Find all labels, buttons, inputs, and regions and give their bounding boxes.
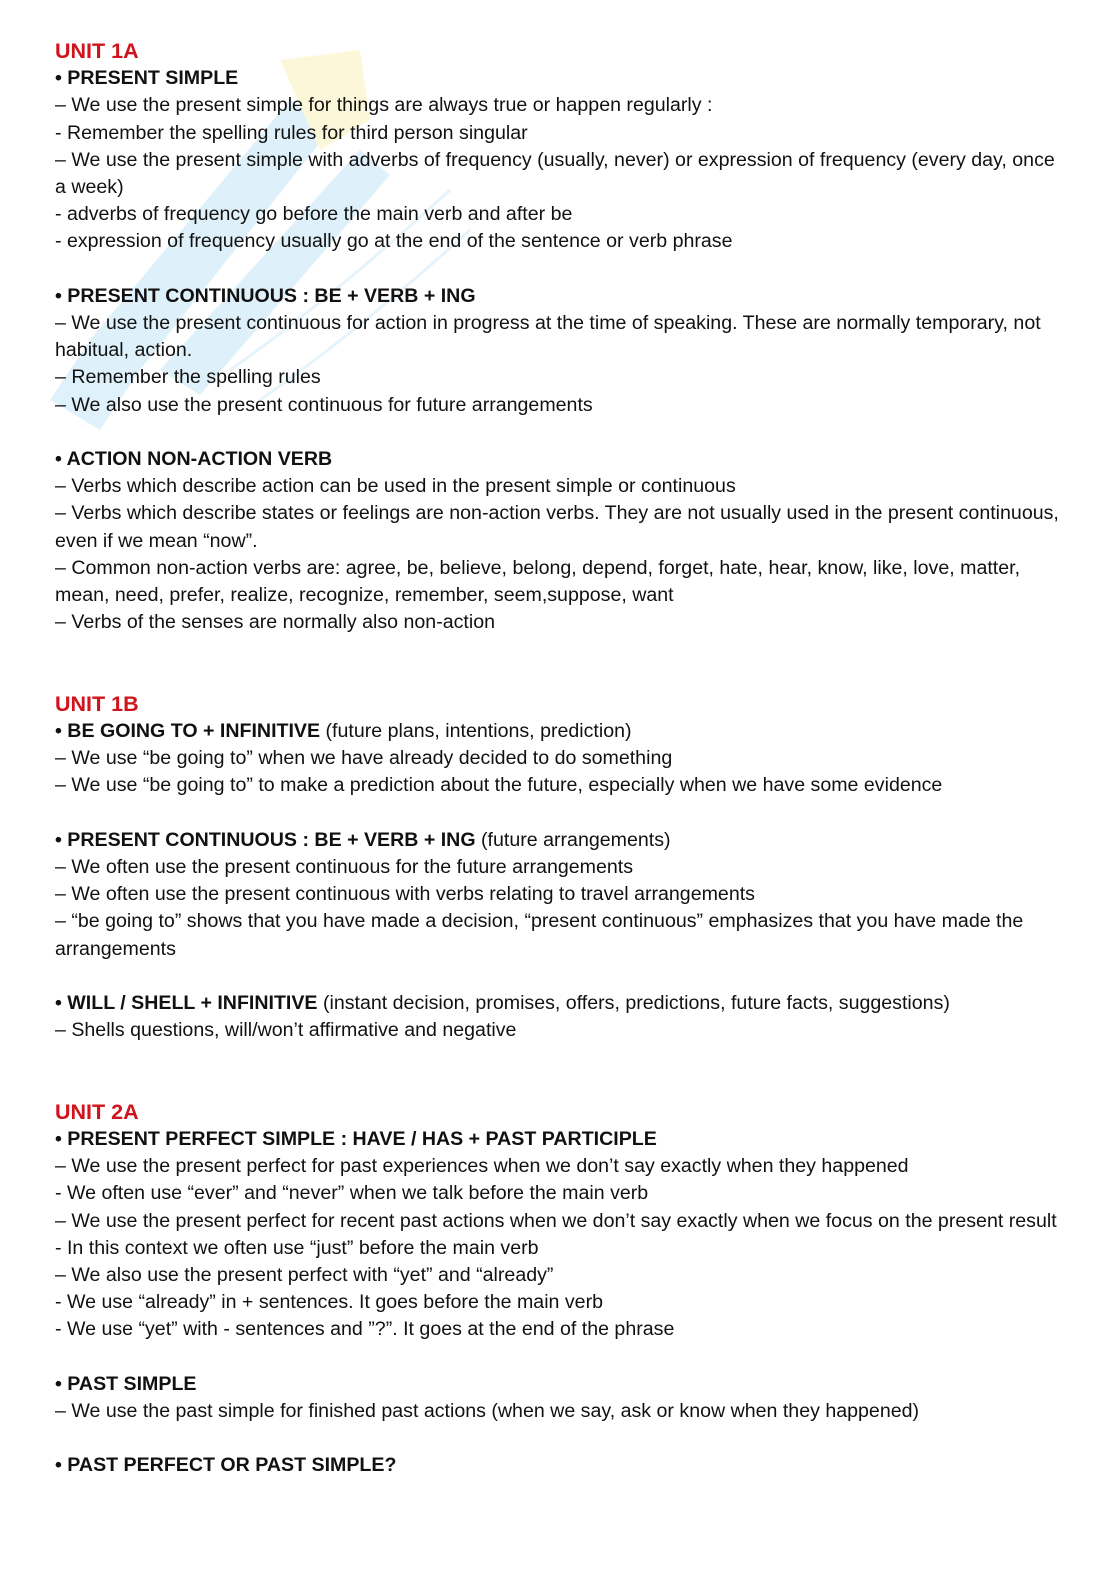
section-line: – Verbs which describe action can be used in the present simple or continuous [55, 475, 736, 498]
section-heading-text: • PRESENT SIMPLE [55, 67, 239, 90]
section-heading [55, 283, 1065, 310]
section-line: – We use the present simple for things are always true or happen regularly : [55, 94, 713, 117]
section-line: - We use “already” in + sentences. It goes before the main verb [55, 1291, 604, 1314]
section-heading [55, 718, 1065, 745]
unit-title: UNIT 1A [55, 39, 139, 63]
section-line: - Remember the spelling rules for third person singular [55, 121, 528, 144]
section-spacer [55, 1425, 1065, 1452]
section-spacer [55, 256, 1065, 283]
section-spacer [55, 419, 1065, 446]
section-line: – We often use the present continuous with verbs relating to travel arrangements [55, 883, 755, 906]
section-line: - expression of frequency usually go at the end of the sentence or verb phrase [55, 230, 733, 253]
section-heading [55, 446, 1065, 473]
section-heading [55, 65, 1065, 92]
section-line: – We use the past simple for finished past actions (when we say, ask or know when they happened) [55, 1400, 920, 1423]
section-line: – We also use the present perfect with “yet” and “already” [55, 1264, 554, 1287]
section-heading-text: • PRESENT CONTINUOUS : BE + VERB + ING [55, 828, 476, 851]
section-heading-text: • BE GOING TO + INFINITIVE [55, 720, 321, 743]
section-heading-text: • PAST PERFECT OR PAST SIMPLE? [55, 1454, 397, 1477]
section-line: - We often use “ever” and “never” when we talk before the main verb [55, 1182, 649, 1205]
section-heading-note: (instant decision, promises, offers, predictions, future facts, suggestions) [317, 992, 950, 1015]
section-line: – We use the present perfect for recent past actions when we don’t say exactly when we focus on the present result [55, 1209, 1057, 1232]
section-heading-text: • ACTION NON-ACTION VERB [55, 448, 333, 471]
unit-title: UNIT 2A [55, 1099, 139, 1124]
section-spacer [55, 1344, 1065, 1371]
section-heading-text: • WILL / SHELL + INFINITIVE [55, 992, 318, 1015]
section-line: – We use the present simple with adverbs of frequency (usually, never) or expression of frequency (every day, once a week) [55, 148, 1055, 199]
section-line: – Verbs of the senses are normally also non-action [55, 611, 496, 634]
section-spacer [55, 800, 1065, 827]
section-line: - In this context we often use “just” before the main verb [55, 1236, 539, 1259]
section-line: – Shells questions, will/won’t affirmative and negative [55, 1019, 517, 1042]
section-line: – We use the present continuous for action in progress at the time of speaking. These are normally temporary, not habitual, action. [55, 312, 1041, 362]
section-line: – We use “be going to” when we have already decided to do something [55, 747, 673, 770]
section-heading [55, 1452, 1065, 1479]
section-line: – Verbs which describe states or feelings are non-action verbs. They are not usually used in the present continuous, even if we mean “now”. [55, 502, 1059, 552]
section-line: – Remember the spelling rules [55, 366, 321, 389]
section-line: – We use “be going to” to make a prediction about the future, especially when we have some evidence [55, 774, 943, 797]
section-heading [55, 1126, 1065, 1153]
section-line: - adverbs of frequency go before the main verb and after be [55, 203, 573, 226]
unit-title: UNIT 1B [55, 691, 139, 716]
unit-spacer [55, 636, 1065, 690]
section-line: - We use “yet” with - sentences and ”?”. It goes at the end of the phrase [55, 1318, 675, 1341]
section-heading [55, 990, 1065, 1017]
section-heading [55, 1371, 1065, 1398]
section-heading-text: • PAST SIMPLE [55, 1372, 197, 1395]
section-heading-note: (future arrangements) [475, 828, 671, 851]
section-line: – Common non-action verbs are: agree, be, believe, belong, depend, forget, hate, hear, know, like, love, matter, mean, need, prefer, realize, recognize, remember, seem,suppose, want [55, 556, 1021, 607]
section-heading-text: • PRESENT CONTINUOUS : BE + VERB + ING [55, 284, 476, 307]
section-line: – We often use the present continuous for the future arrangements [55, 856, 634, 879]
section-heading-note: (future plans, intentions, prediction) [320, 720, 632, 743]
section-heading [55, 827, 1065, 854]
section-line: – We use the present perfect for past experiences when we don’t say exactly when they happened [55, 1155, 909, 1178]
unit-spacer [55, 1044, 1065, 1098]
section-line: – We also use the present continuous for future arrangements [55, 393, 593, 416]
section-line: – “be going to” shows that you have made a decision, “present continuous” emphasizes that you have made the arrangements [55, 910, 1024, 960]
document-page [55, 38, 1065, 1480]
section-spacer [55, 963, 1065, 990]
section-heading-text: • PRESENT PERFECT SIMPLE : HAVE / HAS + PAST PARTICIPLE [55, 1128, 657, 1151]
